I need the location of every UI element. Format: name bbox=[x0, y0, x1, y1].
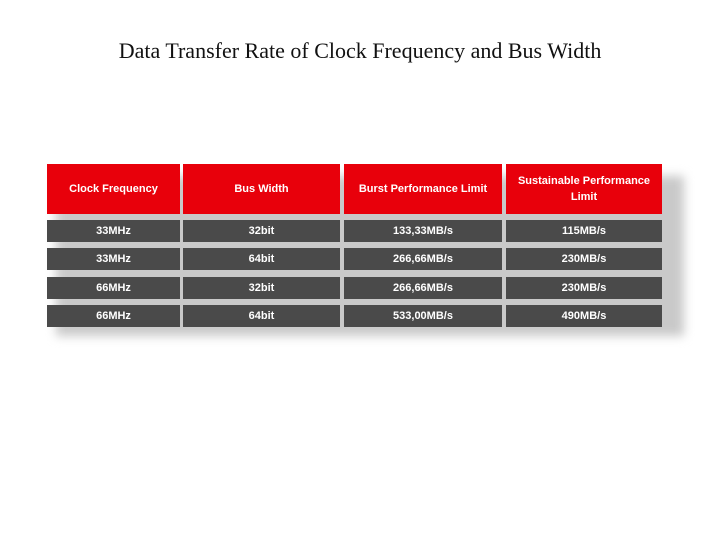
table-cell: 230MB/s bbox=[506, 248, 662, 270]
slide-title: Data Transfer Rate of Clock Frequency and Bus Width bbox=[118, 38, 602, 63]
table-cell: 133,33MB/s bbox=[344, 220, 502, 242]
table-cell: 32bit bbox=[183, 277, 340, 299]
header-bus-width: Bus Width bbox=[183, 164, 340, 214]
table-cell: 230MB/s bbox=[506, 277, 662, 299]
table-cell: 33MHz bbox=[47, 248, 180, 270]
header-clock-frequency: Clock Frequency bbox=[47, 164, 180, 214]
table-cell: 66MHz bbox=[47, 305, 180, 327]
table-cell: 490MB/s bbox=[506, 305, 662, 327]
table-cell: 266,66MB/s bbox=[344, 248, 502, 270]
table-cell: 64bit bbox=[183, 248, 340, 270]
header-burst-limit: Burst Performance Limit bbox=[344, 164, 502, 214]
table-cell: 533,00MB/s bbox=[344, 305, 502, 327]
table-cell: 33MHz bbox=[47, 220, 180, 242]
header-sustainable-limit: Sustainable Performance Limit bbox=[506, 164, 662, 214]
table-cell: 32bit bbox=[183, 220, 340, 242]
table-cell: 266,66MB/s bbox=[344, 277, 502, 299]
table-cell: 115MB/s bbox=[506, 220, 662, 242]
table-cell: 66MHz bbox=[47, 277, 180, 299]
table-cell: 64bit bbox=[183, 305, 340, 327]
